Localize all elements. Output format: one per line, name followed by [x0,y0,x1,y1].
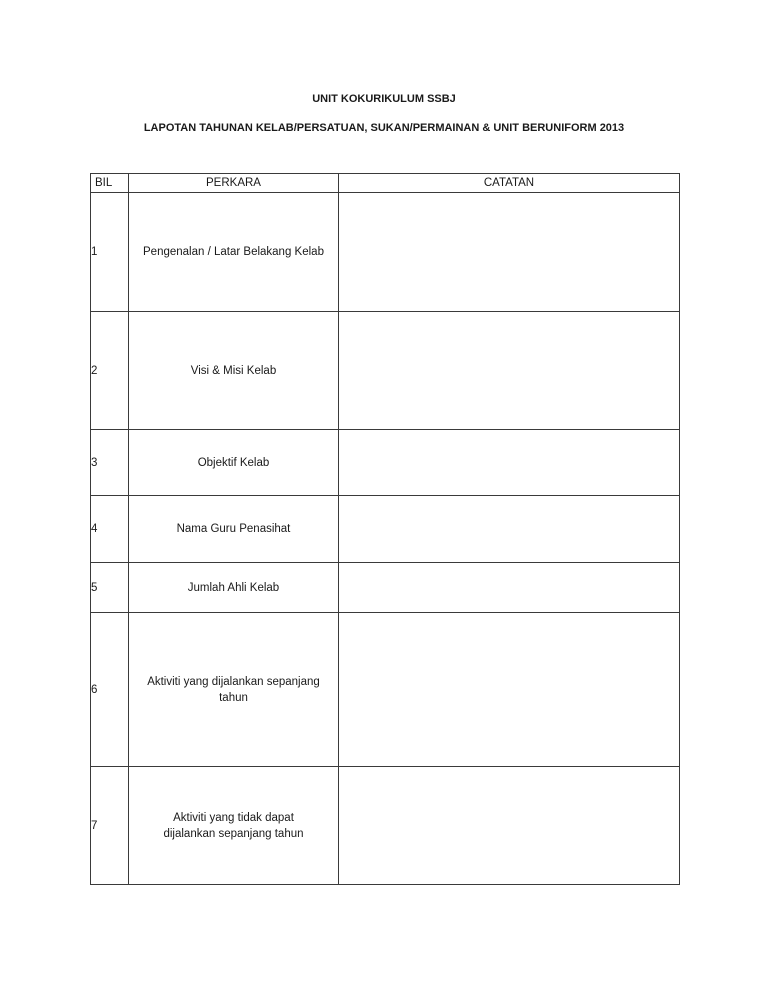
perkara-line: tahun [219,691,248,704]
catatan-cell[interactable] [339,767,680,885]
table-row [91,563,680,613]
bil-cell: 5 [91,563,129,613]
table-row [91,430,680,496]
perkara-cell: Jumlah Ahli Kelab [129,563,339,613]
catatan-cell[interactable] [339,613,680,767]
document-subtitle: LAPOTAN TAHUNAN KELAB/PERSATUAN, SUKAN/PERMAINAN & UNIT BERUNIFORM 2013 [143,122,625,134]
catatan-cell[interactable] [339,430,680,496]
bil-cell: 2 [91,312,129,430]
report-table [90,173,680,885]
table-row [91,496,680,563]
perkara-line: Aktiviti yang dijalankan sepanjang [147,675,320,688]
column-header-bil: BIL [91,174,129,193]
perkara-line: Aktiviti yang tidak dapat [173,811,294,824]
table-row [91,312,680,430]
bil-cell: 3 [91,430,129,496]
perkara-cell [129,767,339,885]
document-title: UNIT KOKURIKULUM SSBJ [312,93,456,105]
table-row [91,767,680,885]
table-header-row [91,174,680,193]
perkara-line: dijalankan sepanjang tahun [163,827,304,840]
bil-cell: 4 [91,496,129,563]
perkara-cell: Visi & Misi Kelab [129,312,339,430]
bil-cell: 6 [91,613,129,767]
perkara-cell: Pengenalan / Latar Belakang Kelab [129,193,339,312]
catatan-cell[interactable] [339,312,680,430]
column-header-perkara: PERKARA [129,174,339,193]
bil-cell: 1 [91,193,129,312]
table-row [91,613,680,767]
perkara-cell [129,613,339,767]
perkara-cell: Nama Guru Penasihat [129,496,339,563]
bil-cell: 7 [91,767,129,885]
catatan-cell[interactable] [339,496,680,563]
catatan-cell[interactable] [339,563,680,613]
perkara-cell: Objektif Kelab [129,430,339,496]
table-row [91,193,680,312]
column-header-catatan: CATATAN [339,174,680,193]
catatan-cell[interactable] [339,193,680,312]
